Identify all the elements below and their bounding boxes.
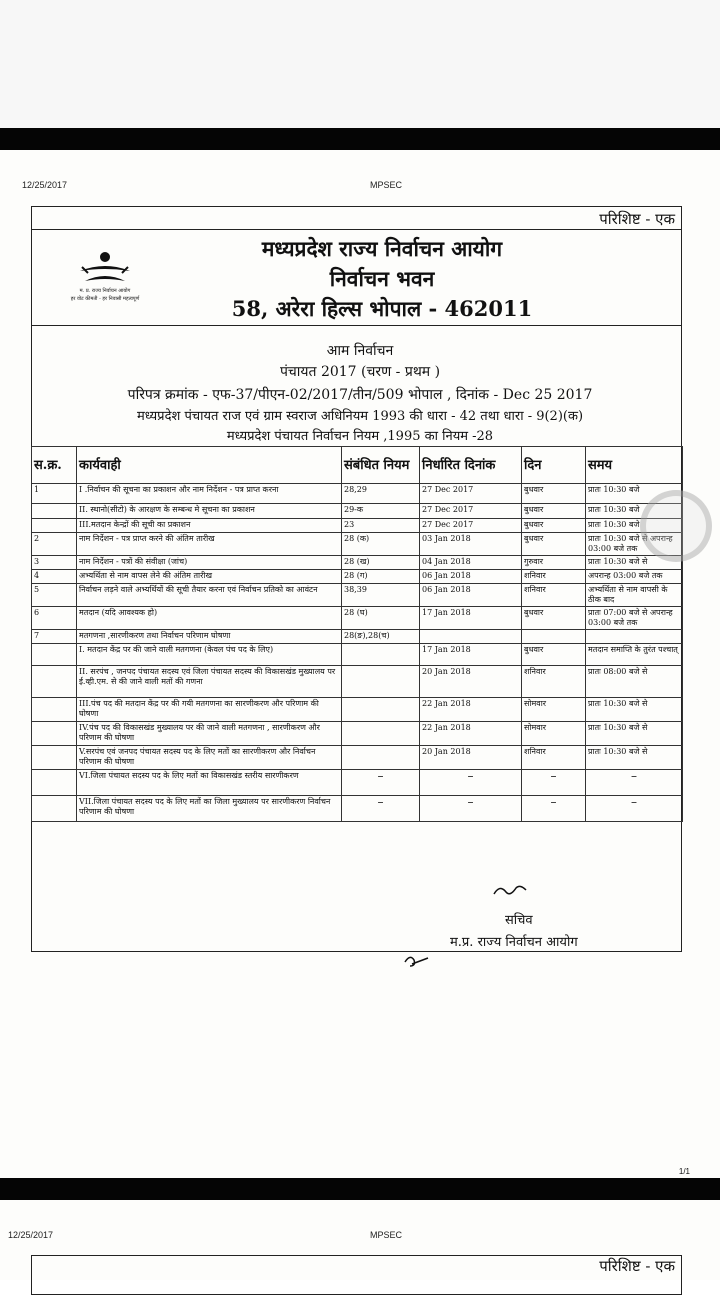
column-header: दिन [522,447,586,484]
table-cell-action: अभ्यर्थिता से नाम वापस लेने की अंतिम तारीख [77,570,342,584]
table-cell-rule [342,722,420,746]
table-row [32,666,683,698]
table-cell-sno [32,746,77,770]
table-cell-date: 20 Jan 2018 [420,746,522,770]
table-cell-action: मतगणना ,सारणीकरण तथा निर्वाचन परिणाम घोषणा [77,630,342,644]
table-cell-rule: 28 (ग) [342,570,420,584]
table-cell-day: बुधवार [522,504,586,519]
overlay-circle-icon[interactable] [640,490,712,562]
table-row [32,698,683,722]
table-cell-action: III.पंच पद की मतदान केंद्र पर की गयी मतगणना का सारणीकरण और परिणाम की घोषणा [77,698,342,722]
print-date: 12/25/2017 [8,1230,54,1240]
table-cell-time: मतदान समाप्ति के तुरंत पश्चात् [586,644,683,666]
print-header: MPSEC [370,180,403,190]
table-cell-sno: 7 [32,630,77,644]
table-cell-sno: 3 [32,556,77,570]
table-cell-time [586,630,683,644]
table-cell-action: I .निर्वाचन की सूचना का प्रकाशन और नाम निर्देशन - पत्र प्राप्त करना [77,484,342,504]
table-row [32,570,683,584]
table-cell-day: बुधवार [522,607,586,630]
table-cell-time: प्रातः 10:30 बजे से [586,746,683,770]
table-cell-sno [32,796,77,822]
annex-label: परिशिष्ट - एक [599,210,675,228]
org-name: मध्यप्रदेश राज्य निर्वाचन आयोग [261,236,503,261]
table-row [32,556,683,570]
org-address: 58, अरेरा हिल्स भोपाल - 462011 [231,296,533,321]
org-building: निर्वाचन भवन [329,266,435,291]
table-row [32,630,683,644]
table-cell-time: प्रातः 10:30 बजे [586,504,683,519]
table-cell-day: बुधवार [522,533,586,556]
column-header: संबंधित नियम [342,447,420,484]
table-cell-sno: 4 [32,570,77,584]
table-cell-day: शनिवार [522,570,586,584]
table-cell-date: 22 Jan 2018 [420,722,522,746]
table-cell-action: नाम निर्देशन - पत्र प्राप्त करने की अंतिम तारीख [77,533,342,556]
print-date: 12/25/2017 [22,180,68,190]
table-cell-day: शनिवार [522,746,586,770]
table-row [32,484,683,504]
table-row [32,644,683,666]
signature-title: सचिव [505,913,533,928]
table-cell-sno: 1 [32,484,77,504]
table-cell-rule: 28,29 [342,484,420,504]
table-row [32,607,683,630]
logo-caption-line2: हर वोट कीमती - हर निवासी महत्वपूर्ण [70,296,140,302]
table-cell-time: अपरान्ह 03:00 बजे तक [586,570,683,584]
table-cell-rule: 28 (घ) [342,607,420,630]
table-cell-rule: 28 (ख) [342,556,420,570]
next-page-frame [31,1255,682,1295]
table-cell-time: प्रातः 10:30 बजे से अपरान्ह 03:00 बजे तक [586,533,683,556]
page-separator [0,128,720,150]
table-cell-rule: 28 (क) [342,533,420,556]
table-cell-action: VI.जिला पंचायत सदस्य पद के लिए मतों का विकासखंड स्तरीय सारणीकरण [77,770,342,796]
table-cell-time: प्रातः 07:00 बजे से अपरान्ह 03:00 बजे तक [586,607,683,630]
table-cell-date: – [420,770,522,796]
table-cell-action: I. मतदान केंद्र पर की जाने वाली मतगणना (केवल पंच पद के लिए) [77,644,342,666]
signature-org: म.प्र. राज्य निर्वाचन आयोग [450,935,578,950]
table-cell-day: गुरुवार [522,556,586,570]
schedule-table [31,446,683,822]
column-header: निर्धारित दिनांक [420,447,522,484]
table-cell-time: प्रातः 10:30 बजे [586,484,683,504]
page-number: 1/1 [678,1167,690,1176]
table-cell-rule [342,644,420,666]
doc-title: आम निर्वाचन [326,343,394,359]
circular-number: परिपत्र क्रमांक - एफ-37/पीएन-02/2017/तीन/509 भोपाल , दिनांक - Dec 25 2017 [127,387,593,403]
table-cell-rule: – [342,770,420,796]
logo-caption-line1: म. प्र. राज्य निर्वाचन आयोग [79,288,131,294]
logo-caption [50,287,160,303]
table-cell-date: 27 Dec 2017 [420,504,522,519]
table-cell-action: मतदान (यदि आवश्यक हो) [77,607,342,630]
signature-mark-icon [490,882,530,900]
table-cell-time: प्रातः 10:30 बजे से [586,722,683,746]
table-cell-date: 22 Jan 2018 [420,698,522,722]
table-cell-date: 27 Dec 2017 [420,519,522,533]
table-cell-rule: 29-क [342,504,420,519]
table-cell-time: प्रातः 10:30 बजे से [586,698,683,722]
table-cell-sno [32,666,77,698]
table-cell-action: II. सरपंच , जनपद पंचायत सदस्य एवं जिला पंचायत सदस्य की विकासखंड मुख्यालय पर ई.व्ही.एम. से की जाने वाली मतों की गणना [77,666,342,698]
table-cell-day: शनिवार [522,584,586,607]
table-cell-rule [342,666,420,698]
table-row [32,533,683,556]
table-cell-day: सोमवार [522,698,586,722]
divider [32,325,681,326]
table-row [32,770,683,796]
next-page [0,1200,720,1280]
table-row [32,584,683,607]
previous-page-blank [0,0,720,128]
table-row [32,746,683,770]
table-cell-sno [32,770,77,796]
table-cell-day: बुधवार [522,519,586,533]
table-cell-day: – [522,796,586,822]
table-row [32,519,683,533]
table-row [32,504,683,519]
table-cell-day: सोमवार [522,722,586,746]
table-cell-action: VII.जिला पंचायत सदस्य पद के लिए मतों का जिला मुख्यालय पर सारणीकरण निर्वाचन परिणाम की घोषणा [77,796,342,822]
table-cell-action: निर्वाचन लड़ने वाले अभ्यर्थियों की सूची तैयार करना एवं निर्वाचन प्रतिको का आवंटन [77,584,342,607]
table-cell-rule [342,698,420,722]
table-cell-time: प्रातः 10:30 बजे से [586,556,683,570]
table-cell-date: 17 Jan 2018 [420,644,522,666]
table-cell-time: अभ्यर्थिता से नाम वापसी के ठीक बाद [586,584,683,607]
table-cell-day: बुधवार [522,484,586,504]
table-cell-action: II. स्थानो(सीटो) के आरक्षण के सम्बन्ध मे सूचना का प्रकाशन [77,504,342,519]
table-row [32,722,683,746]
table-cell-action: III.मतदान केन्द्रों की सूची का प्रकाशन [77,519,342,533]
page-separator [0,1178,720,1200]
column-header: समय [586,447,683,484]
table-cell-rule: 38,39 [342,584,420,607]
table-cell-date: 06 Jan 2018 [420,570,522,584]
act-reference: मध्यप्रदेश पंचायत राज एवं ग्राम स्वराज अधिनियम 1993 की धारा - 42 तथा धारा - 9(2)(क) [136,409,584,424]
column-header: स.क्र. [32,447,77,484]
table-cell-sno [32,722,77,746]
table-cell-action: IV.पंच पद की विकासखंड मुख्यालय पर की जाने वाली मतगणना , सारणीकरण और परिणाम की घोषणा [77,722,342,746]
table-cell-day: – [522,770,586,796]
column-header: कार्यवाही [77,447,342,484]
print-header: MPSEC [370,1230,403,1240]
table-cell-date: 06 Jan 2018 [420,584,522,607]
initials-mark-icon [402,952,432,970]
commission-logo-icon [50,243,160,323]
table-cell-rule: 23 [342,519,420,533]
table-cell-sno [32,504,77,519]
table-cell-time: – [586,796,683,822]
divider [32,229,681,230]
table-cell-date: 03 Jan 2018 [420,533,522,556]
table-cell-time: प्रातः 08:00 बजे से [586,666,683,698]
table-cell-day [522,630,586,644]
table-cell-action: नाम निर्देशन - पत्रों की संवीक्षा (जांच) [77,556,342,570]
table-cell-sno [32,698,77,722]
doc-subtitle: पंचायत 2017 (चरण - प्रथम ) [279,364,441,380]
table-cell-time: – [586,770,683,796]
table-cell-time: प्रातः 10:30 बजे [586,519,683,533]
annex-label: परिशिष्ट - एक [599,1257,675,1275]
table-cell-rule: – [342,796,420,822]
table-cell-rule [342,746,420,770]
table-cell-day: बुधवार [522,644,586,666]
table-header-row [32,447,683,484]
rule-reference: मध्यप्रदेश पंचायत निर्वाचन नियम ,1995 का नियम -28 [226,429,494,444]
table-cell-date: 27 Dec 2017 [420,484,522,504]
table-cell-date: 20 Jan 2018 [420,666,522,698]
table-cell-action: V.सरपंच एवं जनपद पंचायत सदस्य पद के लिए मतों का सारणीकरण और निर्वाचन परिणाम की घोषणा [77,746,342,770]
table-cell-date: – [420,796,522,822]
table-cell-date: 04 Jan 2018 [420,556,522,570]
table-cell-sno [32,519,77,533]
table-row [32,796,683,822]
table-cell-sno: 2 [32,533,77,556]
table-cell-sno: 5 [32,584,77,607]
table-cell-sno [32,644,77,666]
table-cell-day: शनिवार [522,666,586,698]
table-cell-date: 17 Jan 2018 [420,607,522,630]
table-cell-sno: 6 [32,607,77,630]
table-cell-date [420,630,522,644]
table-cell-rule: 28(ङ),28(च) [342,630,420,644]
